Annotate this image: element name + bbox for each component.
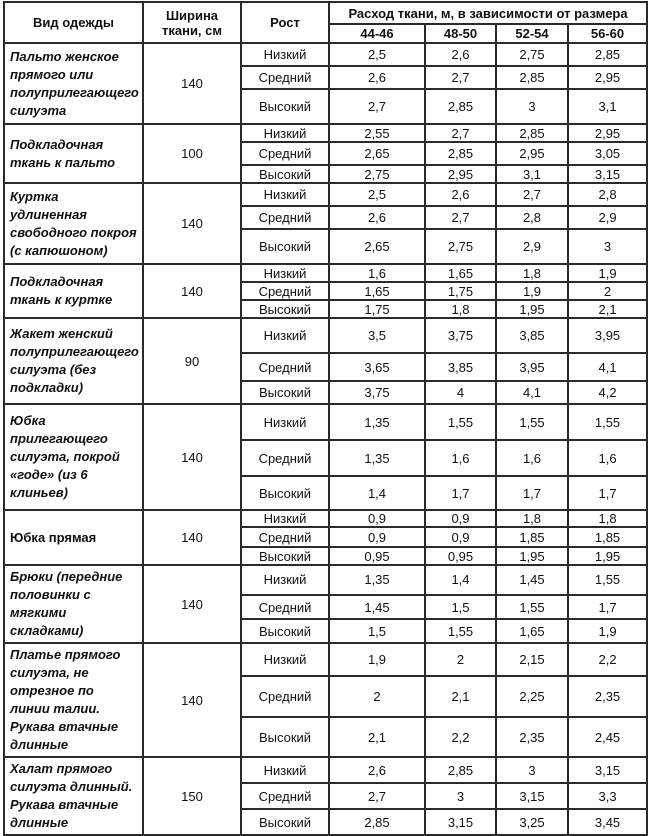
consumption-value: 0,95: [425, 547, 496, 565]
consumption-value: 1,85: [568, 527, 647, 547]
consumption-value: 2,7: [425, 66, 496, 89]
consumption-value: 2,7: [425, 206, 496, 229]
consumption-value: 2,5: [329, 43, 425, 66]
garment-name: Халат прямого силуэта длинный. Рукава втачные длинные: [4, 757, 143, 835]
consumption-value: 3,25: [496, 809, 568, 835]
garment-name: Платье прямого силуэта, не отрезное по линии талии. Рукава втачные длинные: [4, 643, 143, 757]
height-label: Высокий: [241, 717, 329, 757]
consumption-value: 4: [425, 381, 496, 404]
height-label: Средний: [241, 440, 329, 476]
height-label: Высокий: [241, 809, 329, 835]
consumption-value: 1,9: [329, 643, 425, 676]
consumption-value: 2,75: [425, 229, 496, 264]
height-label: Высокий: [241, 300, 329, 318]
consumption-value: 1,6: [568, 440, 647, 476]
consumption-value: 3,15: [568, 165, 647, 183]
height-label: Низкий: [241, 404, 329, 440]
consumption-value: 2,5: [329, 183, 425, 206]
header-consumption: Расход ткани, м, в зависимости от размера: [329, 2, 647, 24]
consumption-value: 2,1: [568, 300, 647, 318]
consumption-value: 2: [329, 676, 425, 718]
header-size: 48-50: [425, 24, 496, 43]
fabric-width: 140: [143, 183, 241, 264]
table-row: [4, 318, 647, 353]
table-header: [4, 2, 647, 43]
header-size: 44-46: [329, 24, 425, 43]
height-label: Низкий: [241, 510, 329, 527]
consumption-value: 1,8: [496, 264, 568, 282]
consumption-value: 1,55: [568, 404, 647, 440]
consumption-value: 3: [568, 229, 647, 264]
height-label: Средний: [241, 783, 329, 809]
fabric-width: 140: [143, 643, 241, 757]
header-size: 56-60: [568, 24, 647, 43]
consumption-value: 2,7: [329, 89, 425, 124]
consumption-value: 2,85: [425, 89, 496, 124]
consumption-value: 3,15: [425, 809, 496, 835]
consumption-value: 2,95: [568, 124, 647, 142]
consumption-value: 2,6: [329, 206, 425, 229]
consumption-value: 0,9: [329, 510, 425, 527]
height-label: Высокий: [241, 89, 329, 124]
consumption-value: 1,7: [496, 476, 568, 510]
consumption-value: 3,1: [568, 89, 647, 124]
height-label: Средний: [241, 353, 329, 381]
consumption-value: 3: [496, 89, 568, 124]
table-row: [4, 757, 647, 783]
fabric-consumption-table: [3, 1, 648, 836]
consumption-value: 2,7: [425, 124, 496, 142]
garment-name: Пальто женское прямого или полуприлегающего силуэта: [4, 43, 143, 124]
consumption-value: 3: [425, 783, 496, 809]
consumption-value: 2,7: [496, 183, 568, 206]
height-label: Средний: [241, 206, 329, 229]
fabric-width: 140: [143, 510, 241, 565]
height-label: Средний: [241, 66, 329, 89]
consumption-value: 1,75: [329, 300, 425, 318]
consumption-value: 3,75: [425, 318, 496, 353]
consumption-value: 2,6: [329, 66, 425, 89]
consumption-value: 2,85: [425, 142, 496, 165]
fabric-width: 100: [143, 124, 241, 183]
consumption-value: 1,55: [496, 595, 568, 620]
consumption-value: 1,6: [496, 440, 568, 476]
garment-name: Юбка прямая: [4, 510, 143, 565]
header-garment: Вид одежды: [4, 2, 143, 43]
consumption-value: 3,65: [329, 353, 425, 381]
consumption-value: 2: [568, 282, 647, 300]
consumption-value: 2,75: [329, 165, 425, 183]
consumption-value: 2,25: [496, 676, 568, 718]
consumption-value: 2,9: [496, 229, 568, 264]
height-label: Средний: [241, 282, 329, 300]
consumption-value: 4,1: [568, 353, 647, 381]
consumption-value: 2,15: [496, 643, 568, 676]
garment-name: Жакет женский полуприлегающего силуэта (без подкладки): [4, 318, 143, 404]
garment-name: Брюки (передние половинки с мягкими складками): [4, 565, 143, 643]
consumption-value: 1,4: [425, 565, 496, 595]
consumption-value: 2,85: [496, 66, 568, 89]
table-row: [4, 264, 647, 282]
consumption-value: 4,2: [568, 381, 647, 404]
height-label: Низкий: [241, 124, 329, 142]
fabric-width: 140: [143, 264, 241, 318]
consumption-value: 2,9: [568, 206, 647, 229]
consumption-value: 0,9: [425, 510, 496, 527]
consumption-value: 2,8: [568, 183, 647, 206]
consumption-value: 0,9: [425, 527, 496, 547]
consumption-value: 1,65: [425, 264, 496, 282]
consumption-value: 2,6: [425, 183, 496, 206]
height-label: Средний: [241, 527, 329, 547]
consumption-value: 2,6: [329, 757, 425, 783]
consumption-value: 2,65: [329, 142, 425, 165]
consumption-value: 3,75: [329, 381, 425, 404]
consumption-value: 1,7: [568, 476, 647, 510]
consumption-value: 1,9: [496, 282, 568, 300]
consumption-value: 1,95: [568, 547, 647, 565]
consumption-value: 3,15: [496, 783, 568, 809]
consumption-value: 3,5: [329, 318, 425, 353]
consumption-value: 1,35: [329, 440, 425, 476]
consumption-value: 1,55: [568, 565, 647, 595]
header-width: Ширина ткани, см: [143, 2, 241, 43]
consumption-value: 2,2: [425, 717, 496, 757]
consumption-value: 2,45: [568, 717, 647, 757]
consumption-value: 1,8: [425, 300, 496, 318]
table-row: [4, 183, 647, 206]
garment-name: Куртка удлиненная свободного покроя (с капюшоном): [4, 183, 143, 264]
consumption-value: 1,6: [425, 440, 496, 476]
height-label: Высокий: [241, 619, 329, 643]
consumption-value: 1,6: [329, 264, 425, 282]
consumption-value: 3,1: [496, 165, 568, 183]
fabric-width: 140: [143, 404, 241, 510]
consumption-value: 3,05: [568, 142, 647, 165]
consumption-value: 3,45: [568, 809, 647, 835]
table-row: [4, 43, 647, 66]
height-label: Низкий: [241, 565, 329, 595]
consumption-value: 2,95: [496, 142, 568, 165]
consumption-value: 1,9: [568, 264, 647, 282]
height-label: Низкий: [241, 757, 329, 783]
consumption-value: 1,55: [425, 404, 496, 440]
fabric-width: 90: [143, 318, 241, 404]
consumption-value: 3: [496, 757, 568, 783]
consumption-value: 1,65: [329, 282, 425, 300]
consumption-value: 2,95: [425, 165, 496, 183]
consumption-value: 2,7: [329, 783, 425, 809]
header-size: 52-54: [496, 24, 568, 43]
consumption-value: 3,95: [496, 353, 568, 381]
garment-name: Юбка прилегающего силуэта, покрой «годе» (из 6 клиньев): [4, 404, 143, 510]
consumption-value: 1,75: [425, 282, 496, 300]
consumption-value: 1,35: [329, 404, 425, 440]
consumption-value: 1,8: [496, 510, 568, 527]
consumption-value: 0,9: [329, 527, 425, 547]
height-label: Низкий: [241, 264, 329, 282]
height-label: Высокий: [241, 229, 329, 264]
consumption-value: 3,85: [496, 318, 568, 353]
consumption-value: 2,75: [496, 43, 568, 66]
consumption-value: 0,95: [329, 547, 425, 565]
consumption-value: 2,85: [329, 809, 425, 835]
consumption-value: 3,3: [568, 783, 647, 809]
consumption-value: 1,45: [496, 565, 568, 595]
consumption-value: 2,65: [329, 229, 425, 264]
consumption-value: 2,85: [496, 124, 568, 142]
fabric-width: 140: [143, 565, 241, 643]
consumption-value: 2,1: [329, 717, 425, 757]
consumption-value: 1,55: [425, 619, 496, 643]
consumption-value: 2,85: [425, 757, 496, 783]
height-label: Высокий: [241, 165, 329, 183]
consumption-value: 2,2: [568, 643, 647, 676]
consumption-value: 3,95: [568, 318, 647, 353]
consumption-value: 1,45: [329, 595, 425, 620]
consumption-value: 2,55: [329, 124, 425, 142]
consumption-value: 2,85: [568, 43, 647, 66]
height-label: Средний: [241, 595, 329, 620]
consumption-value: 1,8: [568, 510, 647, 527]
consumption-value: 1,95: [496, 300, 568, 318]
garment-name: Подкладочная ткань к пальто: [4, 124, 143, 183]
consumption-value: 1,55: [496, 404, 568, 440]
consumption-value: 2,1: [425, 676, 496, 718]
consumption-value: 1,85: [496, 527, 568, 547]
height-label: Низкий: [241, 183, 329, 206]
height-label: Низкий: [241, 43, 329, 66]
height-label: Средний: [241, 676, 329, 718]
header-height: Рост: [241, 2, 329, 43]
table-row: [4, 404, 647, 440]
consumption-value: 1,65: [496, 619, 568, 643]
consumption-value: 3,15: [568, 757, 647, 783]
table-body: [4, 43, 647, 835]
consumption-value: 2,35: [496, 717, 568, 757]
consumption-value: 2,8: [496, 206, 568, 229]
consumption-value: 2,35: [568, 676, 647, 718]
consumption-value: 1,9: [568, 619, 647, 643]
table-row: [4, 565, 647, 595]
consumption-value: 2,6: [425, 43, 496, 66]
fabric-width: 150: [143, 757, 241, 835]
consumption-value: 1,7: [568, 595, 647, 620]
consumption-value: 2,95: [568, 66, 647, 89]
consumption-value: 1,95: [496, 547, 568, 565]
height-label: Средний: [241, 142, 329, 165]
fabric-width: 140: [143, 43, 241, 124]
height-label: Высокий: [241, 476, 329, 510]
consumption-value: 1,5: [425, 595, 496, 620]
height-label: Высокий: [241, 381, 329, 404]
table-row: [4, 124, 647, 142]
table-row: [4, 510, 647, 527]
garment-name: Подкладочная ткань к куртке: [4, 264, 143, 318]
consumption-value: 4,1: [496, 381, 568, 404]
consumption-value: 1,4: [329, 476, 425, 510]
consumption-value: 2: [425, 643, 496, 676]
consumption-value: 1,7: [425, 476, 496, 510]
table-row: [4, 643, 647, 676]
consumption-value: 1,35: [329, 565, 425, 595]
consumption-value: 3,85: [425, 353, 496, 381]
height-label: Низкий: [241, 318, 329, 353]
height-label: Высокий: [241, 547, 329, 565]
height-label: Низкий: [241, 643, 329, 676]
consumption-value: 1,5: [329, 619, 425, 643]
